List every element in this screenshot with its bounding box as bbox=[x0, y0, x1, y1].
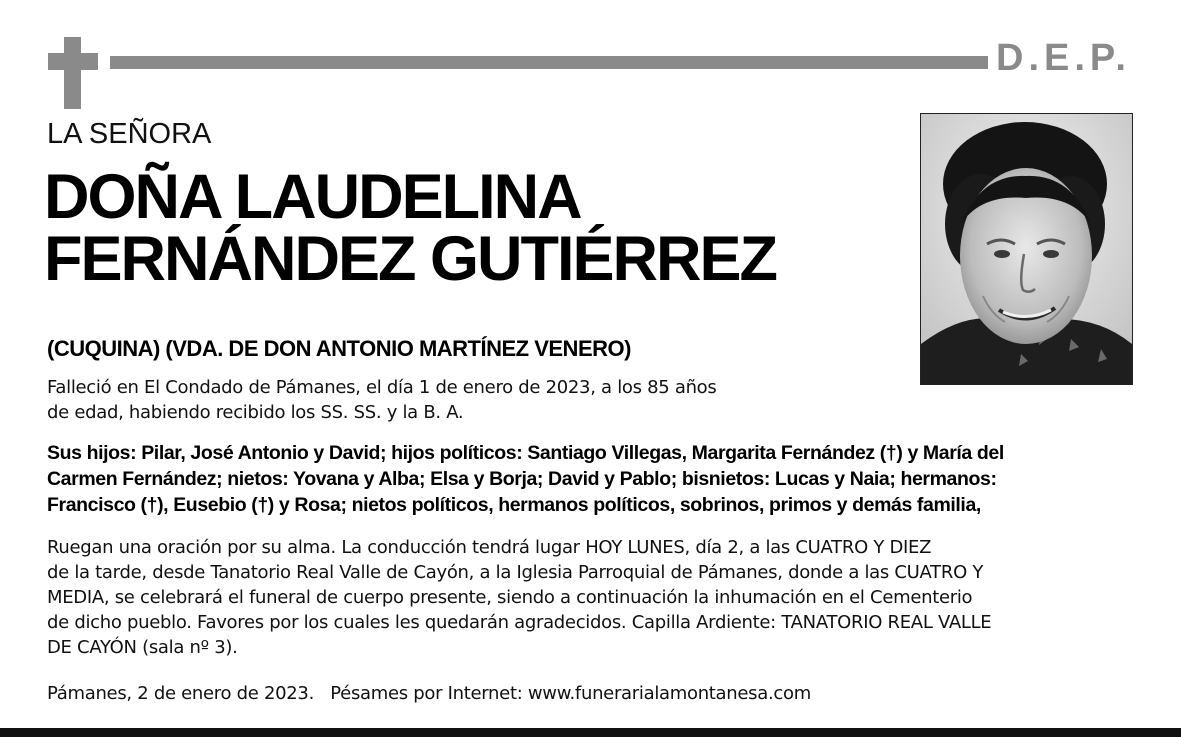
cross-vertical-bar bbox=[64, 37, 81, 109]
footer-place-date: Pámanes, 2 de enero de 2023. bbox=[47, 683, 314, 704]
family-paragraph bbox=[47, 440, 1004, 518]
bottom-border bbox=[0, 728, 1181, 737]
family-line-3: Francisco (†), Eusebio (†) y Rosa; nietos políticos, hermanos políticos, sobrinos, primos y demás familia, bbox=[47, 494, 981, 516]
portrait-image bbox=[921, 114, 1132, 384]
name-line-2: FERNÁNDEZ GUTIÉRREZ bbox=[44, 224, 776, 294]
title-prefix: LA SEÑORA bbox=[47, 118, 212, 150]
death-notice-line-1: Falleció en El Condado de Pámanes, el día 1 de enero de 2023, a los 85 años bbox=[47, 377, 717, 398]
name-line-1: DOÑA LAUDELINA bbox=[44, 162, 581, 232]
funeral-line-4: de dicho pueblo. Favores por los cuales les quedarán agradecidos. Capilla Ardiente: TANATORIO REAL VALLE bbox=[47, 612, 992, 633]
cross-horizontal-bar bbox=[48, 53, 98, 70]
header-rule bbox=[110, 56, 988, 69]
funeral-line-5: DE CAYÓN (sala nº 3). bbox=[47, 637, 238, 658]
dep-heading: D.E.P. bbox=[996, 37, 1131, 79]
funeral-line-1: Ruegan una oración por su alma. La conducción tendrá lugar HOY LUNES, día 2, a las CUATRO Y DIEZ bbox=[47, 537, 932, 558]
funeral-line-2: de la tarde, desde Tanatorio Real Valle de Cayón, a la Iglesia Parroquial de Pámanes, donde a las CUATRO Y bbox=[47, 562, 984, 583]
funeral-line-3: MEDIA, se celebrará el funeral de cuerpo presente, siendo a continuación la inhumación en el Cementerio bbox=[47, 587, 973, 608]
alias-text: (CUQUINA) (VDA. DE DON ANTONIO MARTÍNEZ VENERO) bbox=[47, 336, 631, 361]
footer-line bbox=[47, 681, 811, 706]
deceased-name bbox=[44, 162, 776, 294]
funeral-paragraph bbox=[47, 535, 991, 660]
family-line-1: Sus hijos: Pilar, José Antonio y David; hijos políticos: Santiago Villegas, Margarita Fernández (†) y María del bbox=[47, 442, 1004, 464]
footer-condolences-link[interactable]: Pésames por Internet: www.funerarialamontanesa.com bbox=[330, 683, 811, 704]
death-notice-paragraph bbox=[47, 375, 716, 425]
death-notice-line-2: de edad, habiendo recibido los SS. SS. y la B. A. bbox=[47, 402, 464, 423]
family-line-2: Carmen Fernández; nietos: Yovana y Alba; Elsa y Borja; David y Pablo; bisnietos: Lucas y Naia; hermanos: bbox=[47, 468, 997, 490]
portrait-photo bbox=[920, 113, 1133, 385]
